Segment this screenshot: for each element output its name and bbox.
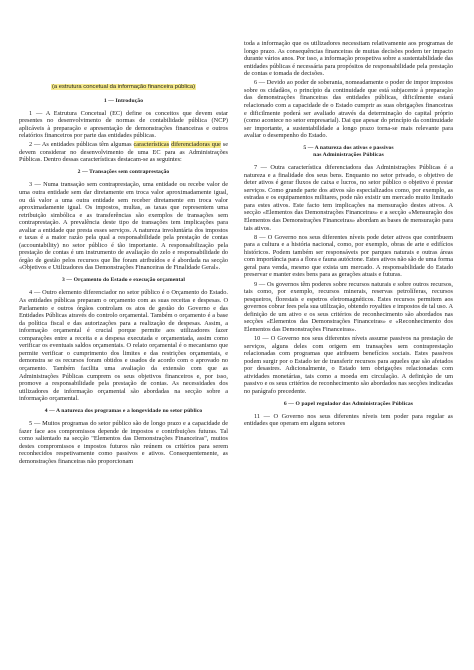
section-heading-4: 4 — A natureza dos programas e a longevidade no setor público bbox=[44, 408, 203, 415]
paragraph-5-start: 5 — Muitos programas do setor público são de longo prazo e a capacidade de fazer face aos compromissos depende de impostos e contribuições futuras. Tal como salientado na secção "Elementos das Demonstrações Financeiras", muitos destes compromissos e impostos futuros não reúnem os critérios para serem reconhecidos respetivamente como passivos e ativos. Consequentemente, as demonstrações financeiras não proporcionam bbox=[19, 420, 228, 465]
paragraph-1: 1 — A Estrutura Concetual (EC) define os conceitos que devem estar presentes no desenvolvimento de normas de contabilidade pública (NCP) aplicáveis à preparação e apresentação de demonstrações financeiras e outros relatórios financeiros por parte das entidades públicas. bbox=[19, 109, 228, 140]
paragraph-7: 7 — Outra característica diferenciadora das Administrações Públicas é a natureza e a finalidade dos seus bens. Enquanto no setor privado, o objetivo de deter ativos é gerar fluxos de caixa e lucros, no setor público o objetivo é prestar serviços. Como grande parte dos ativos são especializados como, por exemplo, as estradas e os equipamentos militares, pode não existir um mercado muito limitado para estes ativos. Este facto tem implicações na mensuração destes ativos. A secção «Elementos das Demonstrações Financeiras» e a secção «Mensuração dos Elementos das Demonstrações Financeiras» abordam as bases de mensuração para tais ativos. bbox=[244, 164, 453, 232]
banner-spacer bbox=[19, 82, 228, 92]
left-column bbox=[19, 82, 228, 467]
paragraph-10: 10 — O Governo nos seus diferentes níveis assume passivos na prestação de serviços, alguns deles com origem em transações sem contraprestação relacionadas com programas que atribuem benefícios sociais. Estes passivos podem surgir por o Estado ter de transferir recursos para aqueles que são afetados por desastres. Adicionalmente, o Estado tem obrigações relacionadas com atividades monetárias, tais como a moeda em circulação. A definição de um passivo e os seus critérios de reconhecimento são abordados nas secções indicadas no parágrafo precedente. bbox=[244, 335, 453, 395]
highlight-caracteristicas: características bbox=[133, 141, 170, 149]
section-heading-5-line-2: nas Administrações Públicas bbox=[313, 152, 384, 159]
paragraph-2 bbox=[19, 141, 228, 164]
paragraph-9: 9 — Os governos têm poderes sobre recursos naturais e sobre outros recursos, tais como, por exemplo, recursos minerais, reservas petrolíferas, recursos pesqueiros, florestais e espetros eletromagnéticos. Estes recursos permitem aos governos cobrar fees pela sua utilização, obtendo royalties e impostos de tal uso. A definição de um ativo e os seus critérios de reconhecimento são abordados nas secções «Elementos das Demonstrações Financeiras» e «Reconhecimento dos Elementos das Demonstrações Financeiras». bbox=[244, 280, 453, 333]
paragraph-3: 3 — Numa transação sem contraprestação, uma entidade ou recebe valor de uma outra entidade sem dar diretamente em troca valor aproximadamente igual, ou dá valor a uma outra entidade sem receber diretamente em troca valor aproximadamente igual. Os impostos, multas, as taxas que representem uma retribuição simbólica e as transferências são exemplos de transações sem contraprestação. A prevalência deste tipo de transações tem implicações para avaliar a entidade que presta esses serviços. A natureza involuntária dos impostos e taxas é a maior razão pela qual a responsabilidade pela prestação de contas (accountability) no setor público é tão importante. A responsabilização pela prestação de contas é um instrumento de avaliação do zelo e responsabilidade do órgão de gestão pelos recursos que lhe foram atribuídos e é abordada na secção «Objetivos e Utilizadores das Demonstrações Financeiras de Finalidade Geral». bbox=[19, 181, 228, 272]
paragraph-8: 8 — O Governo nos seus diferentes níveis pode deter ativos que contribuem para a cultura e a história nacional, como, por exemplo, obras de arte e edifícios históricos. Podem também ser responsáveis por parques naturais e outras áreas com importância para a flora e fauna autóctone. Estes ativos não são de uma forma geral para venda, mesmo que exista um mercado. A responsabilidade do Estado preservar e manter estes bens para as gerações atuais e futuras. bbox=[244, 233, 453, 279]
section-heading-1: 1 — Introdução bbox=[103, 97, 144, 104]
paragraph-2-end: se devem considerar no desenvolvimento de uma EC para as Administrações Públicas. Dentro dessas características destacam-se as seguintes: bbox=[19, 141, 228, 164]
highlight-diferenciadoras: diferenciadoras que bbox=[171, 141, 221, 149]
paragraph-11: 11 — O Governo nos seus diferentes níveis tem poder para regular as entidades que operam em alguns setores bbox=[244, 412, 453, 428]
paragraph-6: 6 — Devido ao poder de soberania, nomeadamente o poder de impor impostos sobre os cidadãos, o princípio da continuidade que está subjacente à preparação das demonstrações financeiras das entidades públicas, dificilmente estará relacionado com a capacidade de o Estado cumprir as suas obrigações financeiras e dificilmente poderá ser avaliado através da determinação do capital próprio (como acontece no setor empresarial). Dai que apesar do princípio da continuidade ser importante, a sustentabilidade a longo prazo torna-se mais relevante para avaliar o desempenho do Estado. bbox=[244, 79, 453, 140]
paragraph-4: 4 — Outro elemento diferenciador no setor público é o Orçamento do Estado. As entidades públicas preparam o orçamento com as suas receitas e despesas. O Parlamento e outros órgãos controlam os atos de gestão do Governo e das Entidades Públicas através do controlo orçamental. Também o orçamento é a base da política fiscal e das autorizações para a realização de despesas. Assim, a informação orçamental é crucial porque permite aos utilizadores fazer comparações entre a receita e a despesa executada e orçamentada, assim como verificar os eventuais saldos orçamentais. O relato orçamental é o mecanismo que permite verificar o cumprimento dos limites e das restrições orçamentais, e demonstra se os recursos foram obtidos e usados de acordo com o aprovado no orçamento. Também facilita uma avaliação da extensão com que as Administrações Públicas cumprem os seus objetivos financeiros e, por isso, promove a responsabilidade pela prestação de contas. As necessidades dos utilizadores de informação orçamental são abordadas na secção sobre a informação orçamental. bbox=[19, 289, 228, 403]
section-heading-2: 2 — Transações sem contraprestação bbox=[77, 169, 170, 176]
section-heading-3: 3 — Orçamento do Estado e execução orçamental bbox=[61, 277, 186, 284]
right-column bbox=[244, 40, 453, 430]
section-heading-5-line-1: 5 — A natureza dos ativos e passivos bbox=[303, 145, 394, 152]
highlighted-subtitle: (a estrutura concetual da informação financeira pública) bbox=[51, 84, 196, 90]
paragraph-5-continued: toda a informação que os utilizadores necessitam relativamente aos programas de longo prazo. As consequências financeiras de muitas decisões podem ter impacto durante vários anos. Por isso, a informação prospetiva sobre a sustentabilidade das entidades públicas é necessária para propósitos de responsabilidade pela prestação de contas e tomada de decisões. bbox=[244, 40, 453, 78]
section-heading-6: 6 — O papel regulador das Administrações Públicas bbox=[283, 400, 414, 407]
paragraph-2-start: 2 — As entidades públicas têm algumas bbox=[29, 141, 134, 149]
